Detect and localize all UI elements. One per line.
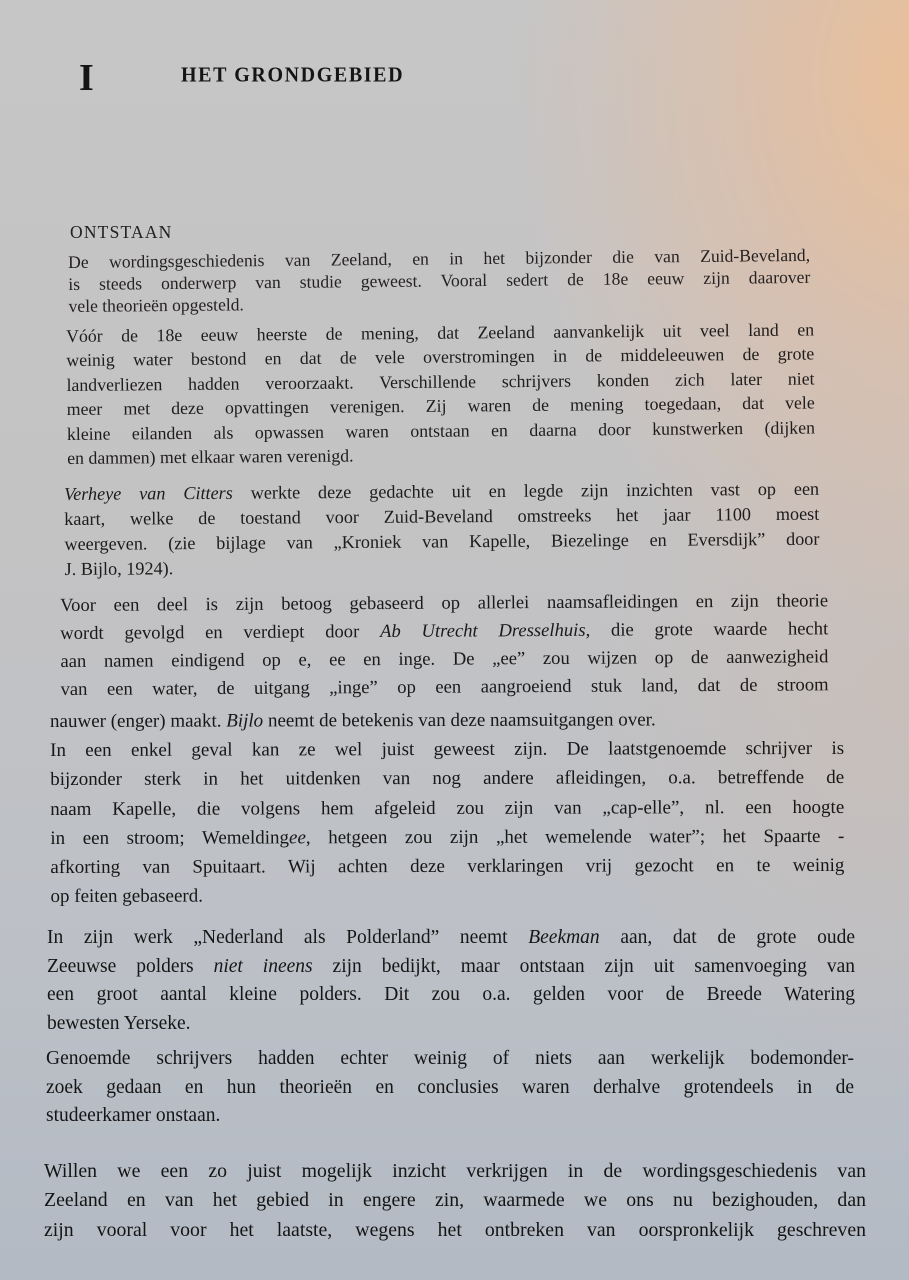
paragraph-3 bbox=[64, 477, 820, 582]
paragraph-6 bbox=[47, 924, 855, 1038]
text-line: van een water, de uitgang „inge” op een aangroeiend stuk land, dat de stroom bbox=[60, 674, 829, 700]
text-line: is steeds onderwerp van studie geweest. Vooral sedert de 18e eeuw zijn daarover bbox=[68, 266, 811, 294]
paragraph-1 bbox=[68, 244, 811, 317]
text-fragment: neemt de betekenis van deze naamsuitgangen over. bbox=[263, 709, 656, 732]
italic-fragment: niet ineens bbox=[213, 955, 313, 977]
text-line: een groot aantal kleine polders. Dit zou o.a. gelden voor de Breede Watering bbox=[47, 984, 855, 1006]
text-line: aan namen eindigend op e, ee en inge. De „ee” zou wijzen op de aanwezigheid bbox=[60, 646, 829, 672]
author-name-italic: Verheye van Citters bbox=[64, 482, 233, 504]
text-line: meer met deze opvattingen verenigen. Zij waren de mening toegedaan, dat vele bbox=[66, 392, 815, 420]
text-line: weergeven. (zie bijlage van „Kroniek van Kapelle, Biezelinge en Eversdijk” door bbox=[64, 528, 820, 554]
paragraph-2 bbox=[66, 317, 815, 470]
text-line: studeerkamer onstaan. bbox=[46, 1105, 221, 1127]
text-line: kaart, welke de toestand voor Zuid-Beveland omstreeks het jaar 1100 moest bbox=[64, 503, 820, 529]
text-fragment: In zijn werk „Nederland als Polderland” neemt bbox=[47, 927, 529, 948]
text-line bbox=[47, 953, 855, 982]
text-fragment: zijn bedijkt, maar ontstaan zijn uit samenvoeging van bbox=[312, 955, 856, 977]
text-line: en dammen) met elkaar waren verenigd. bbox=[67, 445, 354, 469]
text-fragment: wordt gevolgd en verdiept door bbox=[60, 621, 381, 644]
paragraph-7 bbox=[46, 1045, 854, 1131]
text-line: vele theorieën opgesteld. bbox=[68, 294, 245, 316]
text-fragment: in een stroom; Wemelding bbox=[50, 827, 290, 849]
text-line: Willen we een zo juist mogelijk inzicht verkrijgen in de wordingsgeschiedenis van bbox=[44, 1160, 866, 1182]
text-line: In een enkel geval kan ze wel juist geweest zijn. De laatstgenoemde schrijver is bbox=[50, 738, 845, 762]
text-fragment: , die grote waarde hecht bbox=[585, 618, 829, 641]
text-line: Vóór de 18e eeuw heerste de mening, dat Zeeland aanvankelijk uit veel land en bbox=[66, 319, 815, 346]
text-line bbox=[50, 705, 844, 736]
text-line: zoek gedaan en hun theorieën en conclusies waren derhalve grotendeels in de bbox=[46, 1076, 854, 1098]
paragraph-5 bbox=[50, 705, 845, 911]
text-line bbox=[47, 924, 855, 953]
text-line: kleine eilanden als opwassen waren ontstaan en daarna door kunstwerken (dijken bbox=[66, 417, 816, 444]
text-line: bijzonder sterk in het uitdenken van nog andere afleidingen, o.a. betreffende de bbox=[50, 767, 845, 791]
chapter-title: HET GRONDGEBIED bbox=[181, 63, 405, 87]
text-line: zijn vooral voor het laatste, wegens het ontbreken van oorspronkelijk geschreven bbox=[44, 1218, 866, 1241]
text-line: bewesten Yerseke. bbox=[47, 1012, 191, 1034]
paragraph-8 bbox=[44, 1157, 866, 1245]
author-name-italic: Ab Utrecht Dresselhuis bbox=[380, 619, 586, 643]
text-line: De wordingsgeschiedenis van Zeeland, en in het bijzonder die van Zuid-Beveland, bbox=[68, 244, 811, 272]
text-line: naam Kapelle, die volgens hem afgeleid zou zijn van „cap-elle”, nl. een hoogte bbox=[50, 796, 845, 820]
text-fragment: , hetgeen zou zijn „het wemelende water”; het Spaarte - bbox=[305, 825, 845, 849]
text-line: Voor een deel is zijn betoog gebaseerd op allerlei naamsafleidingen en zijn theorie bbox=[60, 590, 829, 616]
text-line bbox=[50, 822, 844, 853]
chapter-number: I bbox=[79, 57, 94, 99]
section-heading: ONTSTAAN bbox=[70, 222, 173, 242]
text-line: J. Bijlo, 1924). bbox=[64, 558, 174, 579]
text-line: afkorting van Spuitaart. Wij achten deze verklaringen vrij gezocht en te weinig bbox=[50, 854, 845, 879]
text-line: Zeeland en van het gebied in engere zin, waarmede we ons nu bezighouden, dan bbox=[44, 1189, 866, 1212]
author-name-italic: Beekman bbox=[528, 927, 600, 948]
text-fragment: Zeeuwse polders bbox=[47, 955, 214, 977]
text-line: weinig water bestond en dat de vele overstromingen in de middeleeuwen de grote bbox=[66, 343, 815, 371]
text-fragment: aan, dat de grote oude bbox=[599, 927, 855, 948]
italic-fragment: ee bbox=[289, 827, 306, 849]
paragraph-4 bbox=[60, 587, 829, 704]
author-name-italic: Bijlo bbox=[226, 710, 264, 732]
text-line: Genoemde schrijvers hadden echter weinig of niets aan werkelijk bodemonder- bbox=[46, 1048, 854, 1069]
text-fragment: werkte deze gedachte uit en legde zijn inzichten vast op een bbox=[232, 478, 820, 503]
text-fragment: nauwer (enger) maakt. bbox=[50, 710, 227, 732]
text-line: landverliezen hadden veroorzaakt. Verschillende schrijvers konden zich later niet bbox=[66, 368, 815, 395]
text-line: op feiten gebaseerd. bbox=[50, 885, 203, 908]
